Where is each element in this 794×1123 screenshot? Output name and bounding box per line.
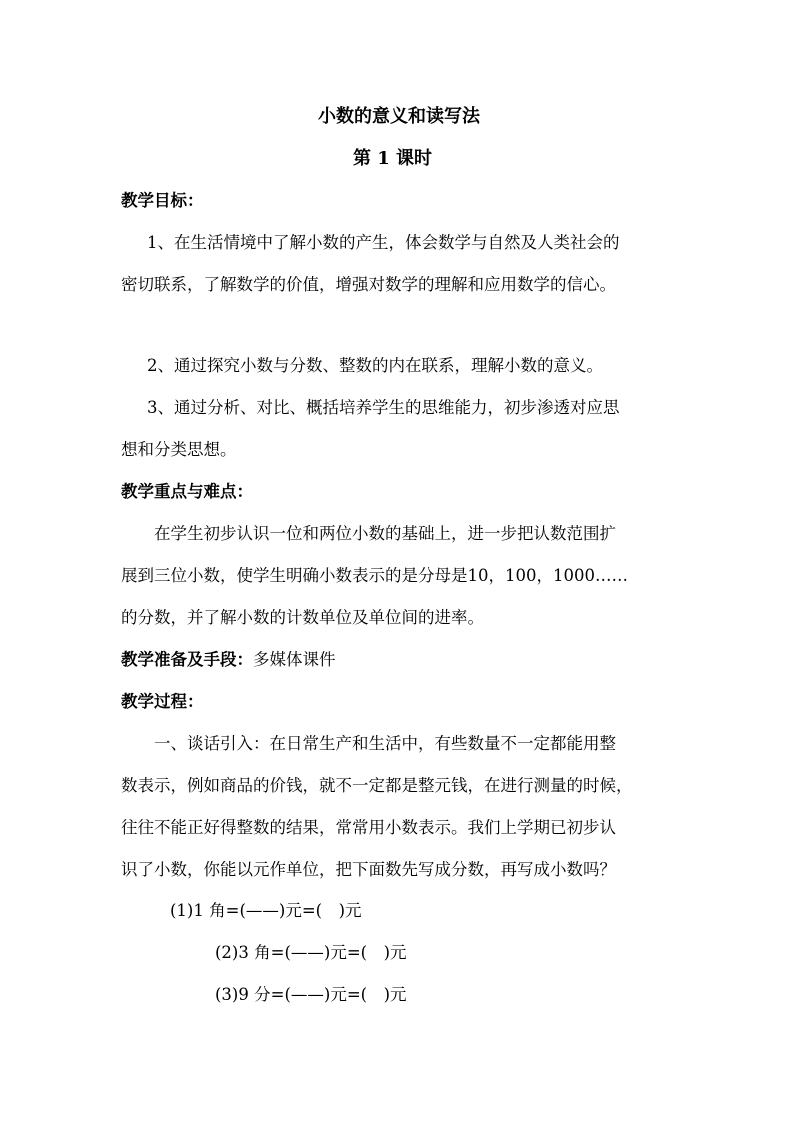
process-line-1: 一、谈话引入：在日常生产和生活中，有些数量不一定都能用整 (154, 734, 616, 753)
preparation-row (121, 649, 336, 671)
key-points-line-2: 展到三位小数，使学生明确小数表示的是分母是10，100，1000…… (121, 566, 628, 585)
key-points-line-3: 的分数，并了解小数的计数单位及单位间的进率。 (121, 608, 484, 627)
process-line-2: 数表示，例如商品的价钱，就不一定都是整元钱，在进行测量的时候， (121, 776, 633, 795)
objectives-heading: 教学目标： (121, 191, 204, 210)
exercise-2: (2)3 角=(——)元=( )元 (215, 943, 407, 962)
key-points-heading: 教学重点与难点： (121, 482, 253, 501)
objective-1-line-2: 密切联系，了解数学的价值，增强对数学的理解和应用数学的信心。 (121, 275, 616, 294)
lesson-number: 第 1 课时 (353, 148, 433, 169)
objective-1-line-1: 1、在生活情境中了解小数的产生，体会数学与自然及人类社会的 (147, 233, 620, 252)
objective-3-line-2: 想和分类思想。 (121, 440, 237, 459)
preparation-heading: 教学准备及手段： (121, 650, 253, 669)
objective-3-line-1: 3、通过分析、对比、概括培养学生的思维能力，初步渗透对应思 (147, 398, 620, 417)
process-line-4: 识了小数，你能以元作单位，把下面数先写成分数，再写成小数吗？ (121, 860, 616, 879)
process-heading: 教学过程： (121, 692, 204, 711)
exercise-1: (1)1 角=(——)元=( )元 (170, 901, 362, 920)
exercise-3: (3)9 分=(——)元=( )元 (215, 985, 407, 1004)
objective-2: 2、通过探究小数与分数、整数的内在联系，理解小数的意义。 (147, 356, 603, 375)
preparation-value: 多媒体课件 (253, 650, 336, 669)
key-points-line-1: 在学生初步认识一位和两位小数的基础上，进一步把认数范围扩 (154, 524, 616, 543)
document-title: 小数的意义和读写法 (318, 106, 480, 127)
process-line-3: 往往不能正好得整数的结果，常常用小数表示。我们上学期已初步认 (121, 818, 616, 837)
